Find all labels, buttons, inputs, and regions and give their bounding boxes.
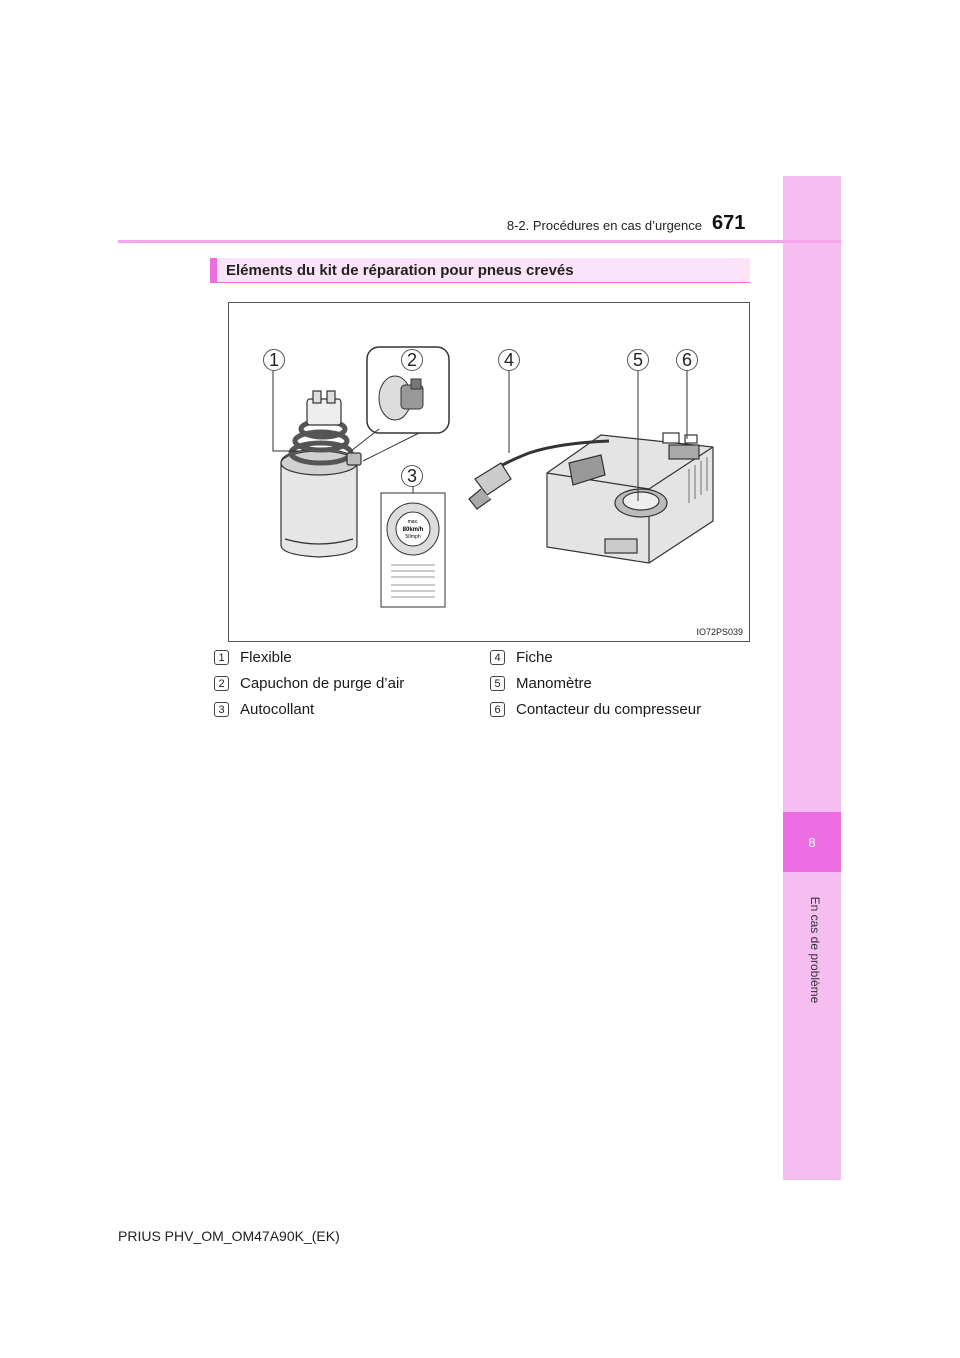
warning-sticker-icon — [381, 481, 445, 607]
sticker-kmh: 80km/h — [402, 527, 424, 533]
callout-1: 1 — [263, 349, 285, 371]
repair-kit-drawing — [229, 303, 749, 641]
legend-number: 6 — [490, 702, 505, 717]
sticker-mph: 50mph — [405, 534, 421, 540]
callout-3: 3 — [401, 465, 423, 487]
legend-item-5 — [490, 675, 592, 692]
legend-label: Autocollant — [240, 701, 315, 718]
legend-item-6 — [490, 701, 701, 718]
repair-kit-illustration — [228, 302, 750, 642]
legend-number: 3 — [214, 702, 229, 717]
side-tab-upper — [783, 176, 841, 812]
legend-number: 4 — [490, 650, 505, 665]
page-number: 671 — [712, 212, 746, 234]
callout-4: 4 — [498, 349, 520, 371]
figure-code: IO72PS039 — [696, 627, 743, 637]
chapter-number: 8 — [808, 834, 816, 850]
document-footer: PRIUS PHV_OM_OM47A90K_(EK) — [118, 1228, 340, 1244]
legend-label: Contacteur du compresseur — [516, 701, 702, 718]
callout-6: 6 — [676, 349, 698, 371]
callout-2: 2 — [401, 349, 423, 371]
legend-label: Capuchon de purge d’air — [240, 675, 405, 692]
header-rule — [118, 240, 841, 243]
legend-item-2 — [214, 675, 404, 692]
legend-item-3 — [214, 701, 314, 718]
chapter-label: En cas de problème — [808, 896, 822, 1004]
callout-5: 5 — [627, 349, 649, 371]
legend-number: 5 — [490, 676, 505, 691]
sticker-max: max. — [407, 519, 419, 525]
section-title: 8-2. Procédures en cas d’urgence — [506, 218, 702, 233]
legend-number: 1 — [214, 650, 229, 665]
legend-label: Fiche — [516, 649, 553, 666]
legend-label: Manomètre — [516, 675, 592, 692]
chapter-number-tab — [783, 812, 841, 872]
section-heading — [210, 258, 750, 283]
legend-item-1 — [214, 649, 292, 666]
air-bleed-cap-inset — [351, 347, 449, 461]
compressor-icon — [547, 433, 713, 563]
legend-label: Flexible — [240, 649, 292, 666]
legend-number: 2 — [214, 676, 229, 691]
legend-item-4 — [490, 649, 553, 666]
sealant-bottle-icon — [281, 391, 361, 557]
section-heading-text: Eléments du kit de réparation pour pneus crevés — [226, 261, 574, 279]
